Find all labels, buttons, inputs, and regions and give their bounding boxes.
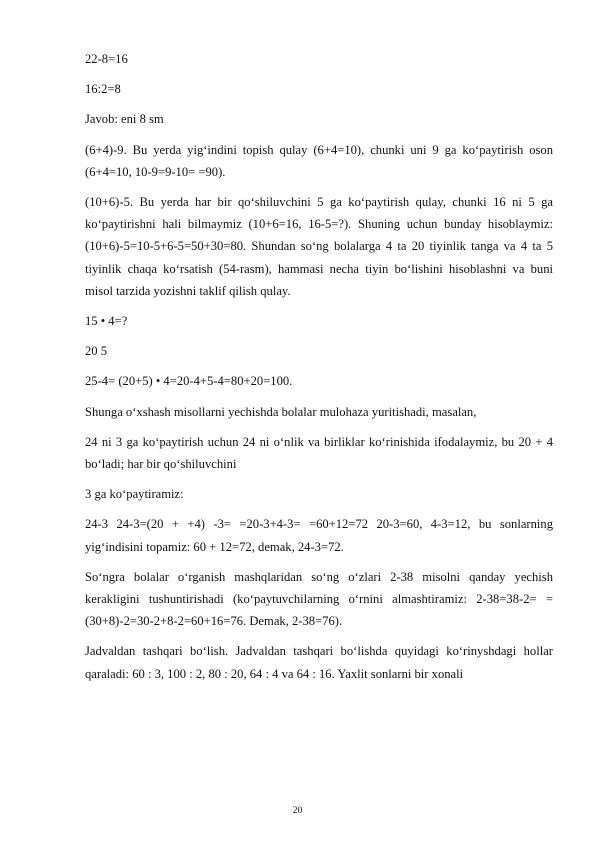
equation-line: 22-8=16	[85, 52, 128, 66]
equation-line: 25-4= (20+5) • 4=20-4+5-4=80+20=100.	[85, 374, 293, 389]
equation-line: 16:2=8	[85, 82, 121, 97]
body-paragraph: 24-3 24-3=(20 + +4) -3= =20-3+4-3= =60+12=72 20-3=60, 4-3=12, bu sonlarning yig‘indisini topamiz: 60 + 12=72, demak, 24-3=72.	[85, 517, 553, 554]
body-paragraph: 3 ga ko‘paytiramiz:	[85, 487, 184, 502]
page-number: 20	[292, 806, 303, 816]
body-paragraph: (6+4)-9. Bu yerda yig‘indini topish qulay (6+4=10), chunki uni 9 ga ko‘paytirish oson (6+4=10, 10-9=9-10= =90).	[85, 142, 553, 179]
body-paragraph: (10+6)-5. Bu yerda har bir qo‘shiluvchini 5 ga ko‘paytirish qulay, chunki 16 ni 5 ga ko‘paytirishni hali bilmaymiz (10+6=16, 16-5=?). Shuning uchun bunday hisoblaymiz: (10+6)-5=10-5+6-5=50+30=80. Shundan so‘ng bolalarga 4 ta 20 tiyinlik tanga va 4 ta 5 tiyinlik chaqa ko‘rsatish (54-rasm), hammasi necha tiyin bo‘lishini hisoblashni va buni misol tarzida yozishni taklif qilish qulay.	[85, 195, 553, 298]
document-page	[85, 48, 553, 693]
body-paragraph: Shunga o‘xshash misollarni yechishda bolalar mulohaza yuritishadi, masalan,	[85, 404, 477, 419]
body-paragraph: Jadvaldan tashqari bo‘lish. Jadvaldan tashqari bo‘lishda quyidagi ko‘rinyshdagi hollar qaraladi: 60 : 3, 100 : 2, 80 : 20, 64 : 4 va 64 : 16. Yaxlit sonlarni bir xonali	[85, 644, 553, 681]
body-paragraph: 24 ni 3 ga ko‘paytirish uchun 24 ni o‘nlik va birliklar ko‘rinishida ifodalaymiz, bu 20 + 4 bo‘ladi; har bir qo‘shiluvchini	[85, 434, 553, 472]
answer-line: Javob: eni 8 sm	[85, 112, 164, 127]
equation-line: 20 5	[85, 344, 108, 359]
body-paragraph: So‘ngra bolalar o‘rganish mashqlaridan so‘ng o‘zlari 2-38 misolni qanday yechish kerakligini tushuntirishadi (ko‘paytuvchilarning o‘rnini almashtiramiz: 2-38=38-2= = (30+8)-2=30-2+8-2=60+16=76. Demak, 2-38=76).	[85, 569, 553, 629]
equation-line: 15 • 4=?	[85, 314, 128, 329]
